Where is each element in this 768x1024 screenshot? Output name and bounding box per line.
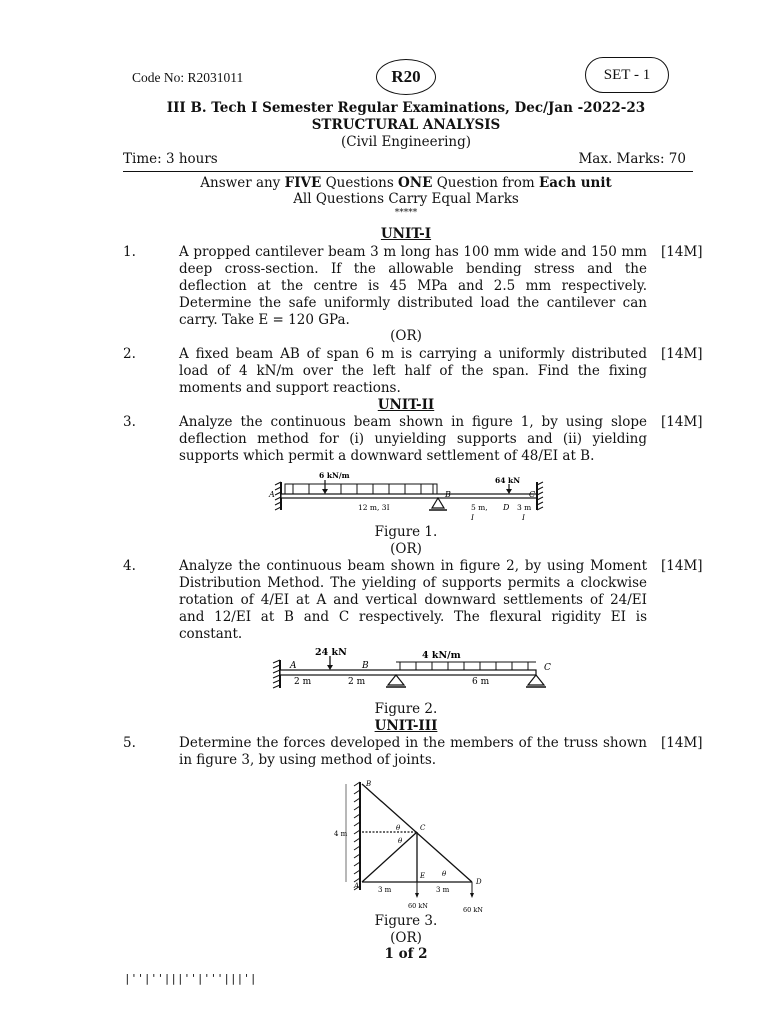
fig3-theta-3: θ <box>442 870 447 878</box>
fig1-span2: 5 m, <box>471 503 488 512</box>
question-2-number: 2. <box>123 346 136 362</box>
max-marks-label: Max. Marks: 70 <box>578 151 686 167</box>
figure-3-caption: Figure 3. <box>374 913 438 929</box>
or-separator-2: (OR) <box>390 541 422 557</box>
question-3-number: 3. <box>123 414 136 430</box>
fig3-label-b: B <box>366 780 372 788</box>
figure-1-caption: Figure 1. <box>374 524 438 540</box>
unit-1-heading: UNIT-I <box>380 226 432 242</box>
regulation-badge: R20 <box>376 59 436 95</box>
fig3-label-c: C <box>420 824 426 832</box>
fig2-dim-2: 2 m <box>348 677 366 687</box>
barcode-text: |''|''|||''|'''|||'| <box>124 972 257 985</box>
fig3-height-label: 4 m <box>334 830 348 838</box>
fig2-label-b: B <box>362 661 369 671</box>
fig1-span1: 12 m, 3I <box>358 503 390 512</box>
fig2-label-c: C <box>544 663 551 673</box>
fig2-label-a: A <box>290 661 297 671</box>
fig2-point-label: 24 kN <box>315 647 347 658</box>
unit-2-heading: UNIT-II <box>377 397 435 413</box>
header-divider <box>123 171 693 172</box>
question-5-number: 5. <box>123 735 136 751</box>
fig3-theta-2: θ <box>398 837 403 845</box>
fig3-label-e: E <box>420 872 426 880</box>
fig1-label-b: B <box>445 490 451 499</box>
or-separator-3: (OR) <box>390 930 422 946</box>
fig3-span-2: 3 m <box>436 886 450 894</box>
instruction-line-2: All Questions Carry Equal Marks <box>293 191 519 207</box>
branch-label: (Civil Engineering) <box>340 134 472 150</box>
fig1-udl-label: 6 kN/m <box>319 471 350 480</box>
question-5-marks: [14M] <box>661 735 703 751</box>
set-badge: SET - 1 <box>585 57 669 93</box>
question-1-marks: [14M] <box>661 244 703 260</box>
question-4-marks: [14M] <box>661 558 703 574</box>
fig3-theta-1: θ <box>396 824 401 832</box>
or-separator-1: (OR) <box>390 328 422 344</box>
question-5-text: Determine the forces developed in the members of the truss shown in figure 3, by using method of joints. <box>179 735 647 768</box>
fig2-dim-3: 6 m <box>472 677 490 687</box>
question-2-marks: [14M] <box>661 346 703 362</box>
code-number: Code No: R2031011 <box>132 70 244 85</box>
instruction-line-1: Answer any FIVE Questions ONE Question from Each unit <box>200 175 612 191</box>
figure-3-truss <box>332 772 492 916</box>
figure-1-beam <box>265 470 565 526</box>
fig1-label-d: D <box>503 503 510 512</box>
fig2-udl-label: 4 kN/m <box>422 650 461 661</box>
fig1-i2: I <box>522 513 525 522</box>
fig1-label-a: A <box>269 490 275 499</box>
question-1-number: 1. <box>123 244 136 260</box>
unit-3-heading: UNIT-III <box>374 718 438 734</box>
question-4-text: Analyze the continuous beam shown in figure 2, by using Moment Distribution Method. The yielding of supports permits a clockwise rotation of 4/EI at A and vertical downward settlements of 24/EI and 12/EI at B and C respectively. The flexural rigidity EI is constant. <box>179 558 647 642</box>
fig3-load-2: 60 kN <box>463 906 483 914</box>
question-1-text: A propped cantilever beam 3 m long has 100 mm wide and 150 mm deep cross-section. If the allowable bending stress and the deflection at the centre is 45 MPa and 2.5 mm respectively. Determine the safe uniformly distributed load the cantilever can carry. Take E = 120 GPa. <box>179 244 647 328</box>
separator-stars: ***** <box>394 208 418 218</box>
figure-2-caption: Figure 2. <box>374 701 438 717</box>
question-4-number: 4. <box>123 558 136 574</box>
fig2-dim-1: 2 m <box>294 677 312 687</box>
fig1-i1: I <box>471 513 474 522</box>
fig1-load-label: 64 kN <box>495 476 521 485</box>
question-3-marks: [14M] <box>661 414 703 430</box>
fig3-span-1: 3 m <box>378 886 392 894</box>
fig1-span3: 3 m <box>517 503 532 512</box>
time-label: Time: 3 hours <box>123 151 218 167</box>
fig3-label-d: D <box>476 878 482 886</box>
fig3-label-a: A <box>354 882 360 890</box>
question-3-text: Analyze the continuous beam shown in figure 1, by using slope deflection method for (i) unyielding supports and (ii) yielding supports which permit a downward settlement of 48/EI at B. <box>179 414 647 464</box>
question-2-text: A fixed beam AB of span 6 m is carrying a uniformly distributed load of 4 kN/m over the left half of the span. Find the fixing moments and support reactions. <box>179 346 647 396</box>
fig1-label-c: C <box>529 490 536 499</box>
page-number: 1 of 2 <box>384 946 428 962</box>
subject-title: STRUCTURAL ANALYSIS <box>311 117 501 133</box>
exam-title: III B. Tech I Semester Regular Examinations, Dec/Jan -2022-23 <box>166 100 646 116</box>
figure-2-beam <box>260 646 560 694</box>
fig3-load-1: 60 kN <box>408 902 428 910</box>
